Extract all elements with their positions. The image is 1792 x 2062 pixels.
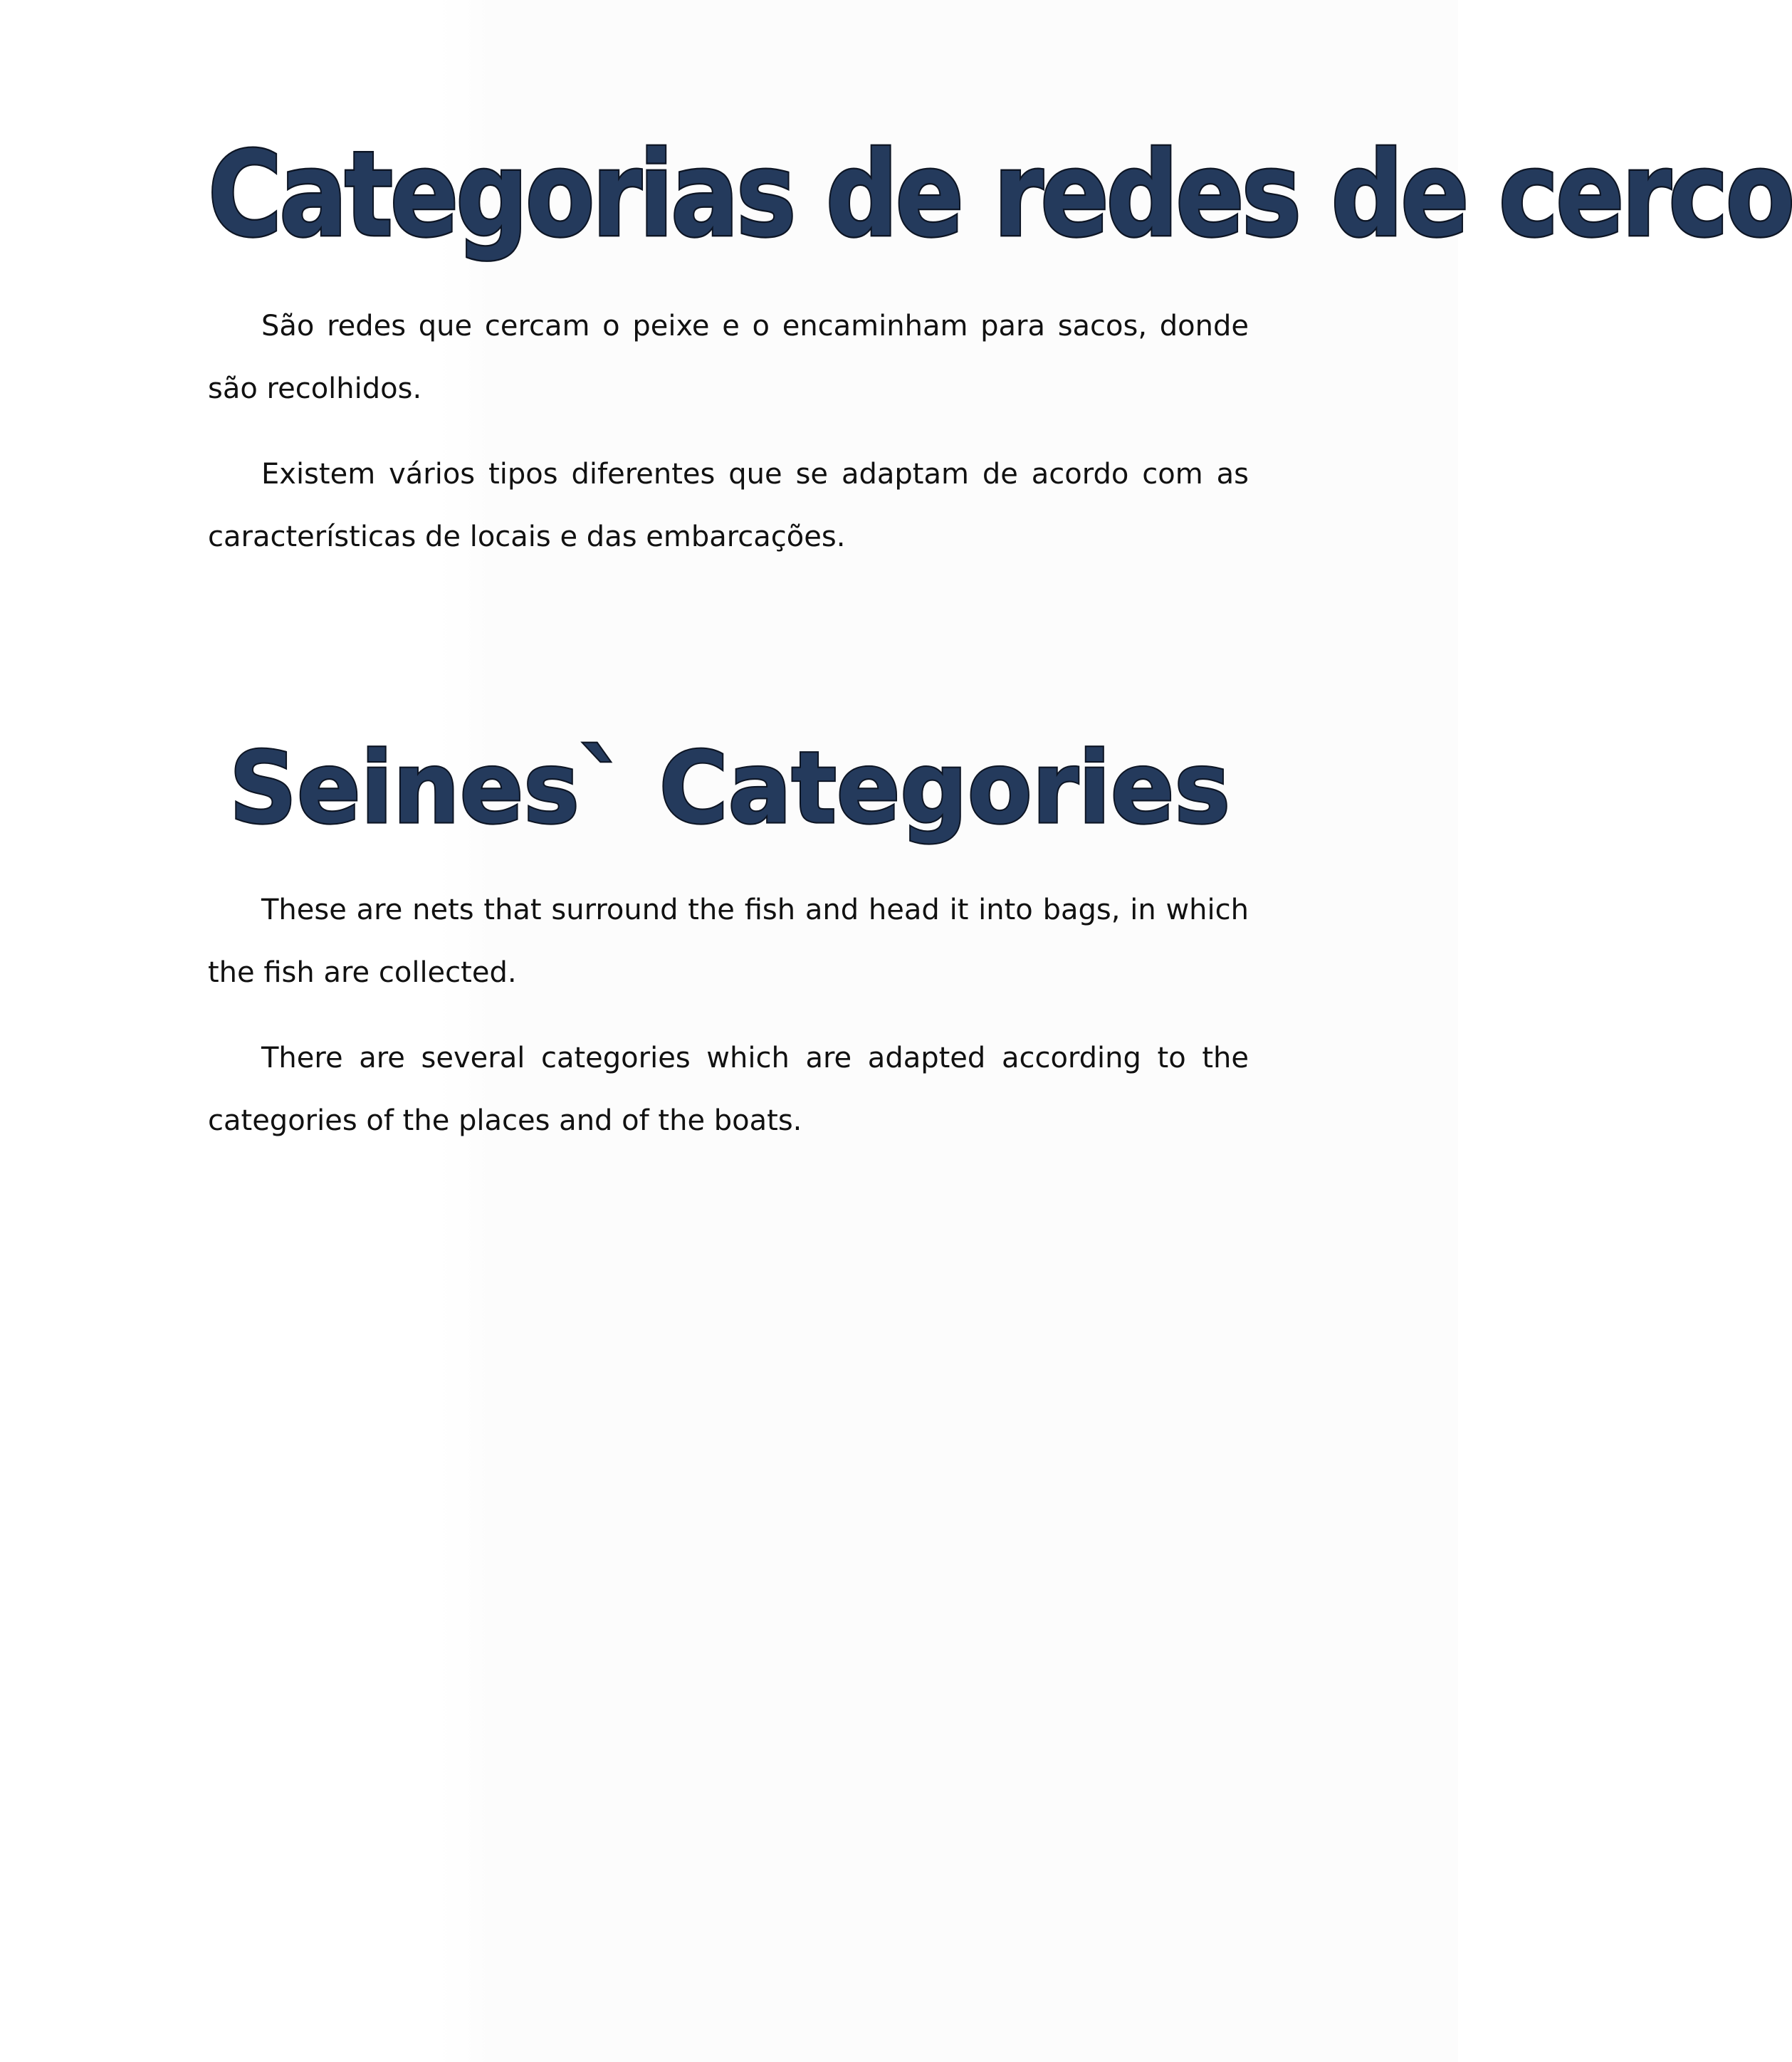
paragraph-portuguese-1: São redes que cercam o peixe e o encaminham para sacos, donde são recolhidos. xyxy=(208,310,1249,405)
paragraph-portuguese-2: Existem vários tipos diferentes que se adaptam de acordo com as características de locais e das embarcações. xyxy=(208,458,1249,553)
page-title-portuguese: Categorias de redes de cerco xyxy=(208,127,1792,263)
paragraph-english-2: There are several categories which are adapted according to the categories of the places and of the boats. xyxy=(208,1042,1249,1137)
paragraph-english-1: These are nets that surround the fish and head it into bags, in which the fish are collected. xyxy=(208,894,1249,989)
portuguese-section xyxy=(208,295,1249,591)
english-section xyxy=(208,879,1249,1175)
page-title-english: Seines` Categories xyxy=(229,731,1231,847)
